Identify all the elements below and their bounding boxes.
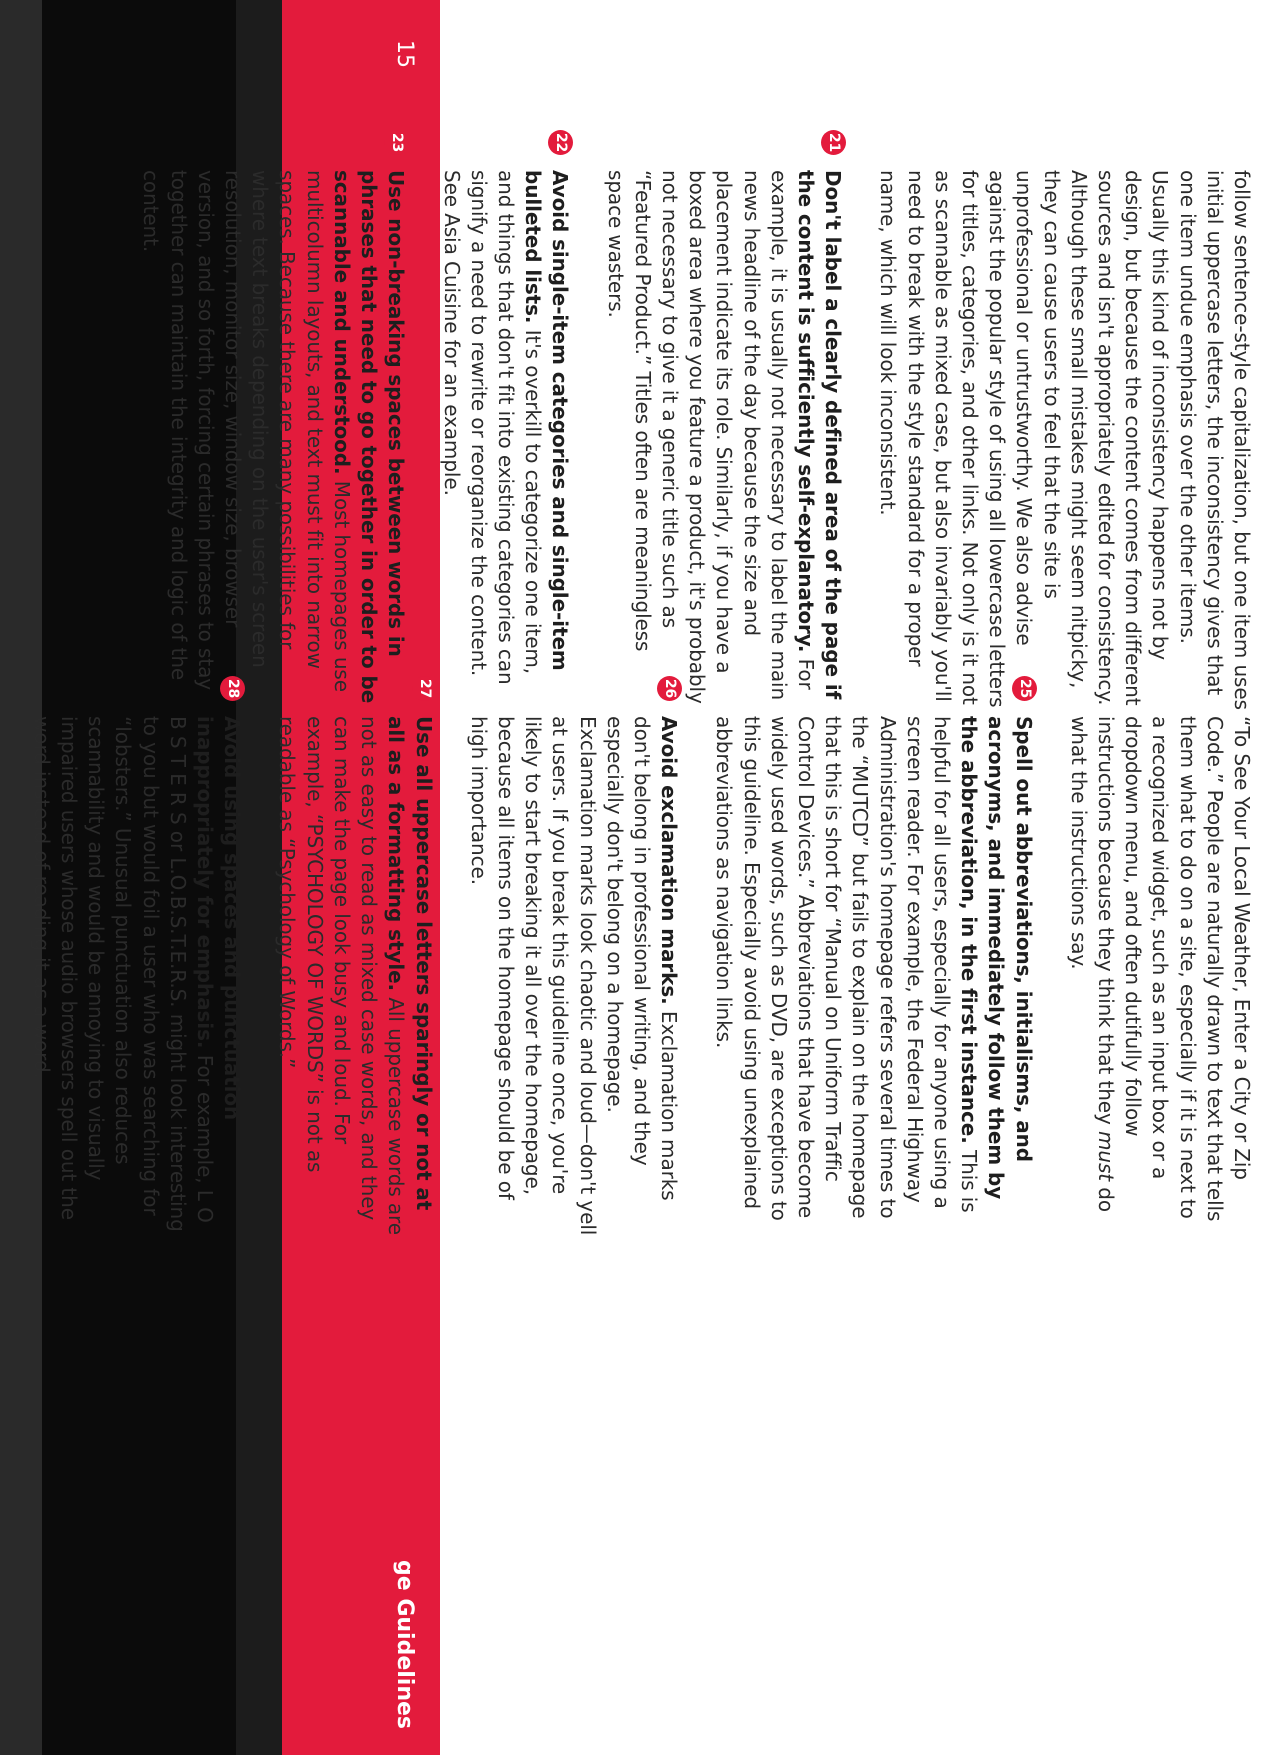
guideline-body: Exclamation marks don't belong in professional writing, and they especially don't belong on a homepage. Exclamation marks look chaotic and loud—don't yell at users. If you break this guideline once, you're likely to start breaking it all over the homepage, because all items on the homepage should be of high importance. xyxy=(466,716,682,1236)
number-badge: 23 xyxy=(384,130,409,155)
guideline-title: Use non-breaking spaces between words in phrases that need to go together in order to be scannable and understood. xyxy=(329,170,409,704)
guideline-title: Don't label a clearly defined area of the page if the content is sufficiently self-explanatory. xyxy=(793,170,846,700)
guideline-body: All uppercase words are not as easy to read as mixed case words, and they can make the page look busy and loud. For example, “PSYCHOLOGY OF WORDS” is not as readable as “Psychology of Words.” xyxy=(275,716,409,1235)
guideline-body: For example, L O B S T E R S or L.O.B.S.T.E.R.S. might look interesting to you but would foil a user who was searching for “lobsters.” Unusual punctuation also reduces scannability and would be annoying to visually impaired users whose audio browsers spell out the word instead of reading it as a word. xyxy=(29,716,218,1232)
guideline-body: It's overkill to categorize one item, and things that don't fit into existing categories can signify a need to rewrite or reorganize the content. See Asia Cuisine for an example. xyxy=(439,170,546,685)
number-badge: 22 xyxy=(548,130,573,155)
number-badge: 27 xyxy=(412,676,437,701)
guideline-body: Most homepages use multicolumn layouts, and text must fit into narrow spaces. Because there are many possibilities for where text breaks depending on the user's screen resolution, monitor size, window size, browser version, and so forth, forcing certain phrases to stay together can maintain the integrity and logic of the content. xyxy=(139,170,354,692)
guideline-23 xyxy=(137,132,409,710)
right-intro: “To See Your Local Weather, Enter a City or Zip Code.” People are naturally drawn to text that tells them what to do on a site, especially if it is next to a recognized widget, such as an input box or a dropdown menu, and often dutifully follow instructions because they think that they must do what the instructions say. xyxy=(1066,716,1254,1222)
guideline-title: Avoid using spaces and punctuation inappropriately for emphasis. xyxy=(193,716,245,1121)
section-title: ge Guidelines xyxy=(392,1560,417,1730)
page-number: 15 xyxy=(392,40,417,68)
left-intro: follow sentence-style capitalization, but one item uses initial uppercase letters, the inconsistency gives that one item undue emphasis over the other items. Usually this kind of inconsistency happens not by design, but because the content comes from different sources and isn't appropriately edited for consistency. Although these small mistakes might seem nitpicky, they can cause users to feel that the site is unprofessional or untrustworthy. We also advise against the popular style of using all lowercase letters for titles, categories, and other links. Not only is it not as scannable as mixed case, but also invariably you'll need to break with the style standard for a proper name, which will look inconsistent. xyxy=(876,170,1254,710)
number-badge: 28 xyxy=(220,676,245,701)
guideline-body: For example, it is usually not necessary to label the main news headline of the day because the size and placement indicate its role. Similarly, if you have a boxed area where you feature a product, it's probably not necessary to give it a generic title such as “Featured Product.” Titles often are meaningless space wasters. xyxy=(603,170,818,704)
column-left-text xyxy=(137,132,1255,710)
number-badge: 26 xyxy=(657,676,682,701)
number-badge: 21 xyxy=(821,130,846,155)
guideline-title: Use all uppercase letters sparingly or not at all as a formatting style. xyxy=(384,716,436,1211)
number-badge: 25 xyxy=(1012,676,1037,701)
guideline-title: Avoid single-item categories and single-item bulleted lists. xyxy=(521,170,573,671)
guideline-title: Avoid exclamation marks. xyxy=(657,716,682,1005)
guideline-21 xyxy=(601,132,846,710)
guideline-body: This is helpful for all users, especially for anyone using a screen reader. For example, the Federal Highway Administration's homepage refers several times to the “MUTCD” but fails to explain on the homepage that this is short for “Manual on Uniform Traffic Control Devices.” Abbreviations that have become widely used words, such as DVD, are exceptions to this guideline. Especially avoid using unexplained abbreviations as navigation links. xyxy=(712,716,982,1221)
guideline-22 xyxy=(437,132,573,710)
guideline-title: Spell out abbreviations, initialisms, and acronyms, and immediately follow them by the abbreviation, in the first instance. xyxy=(957,716,1036,1200)
